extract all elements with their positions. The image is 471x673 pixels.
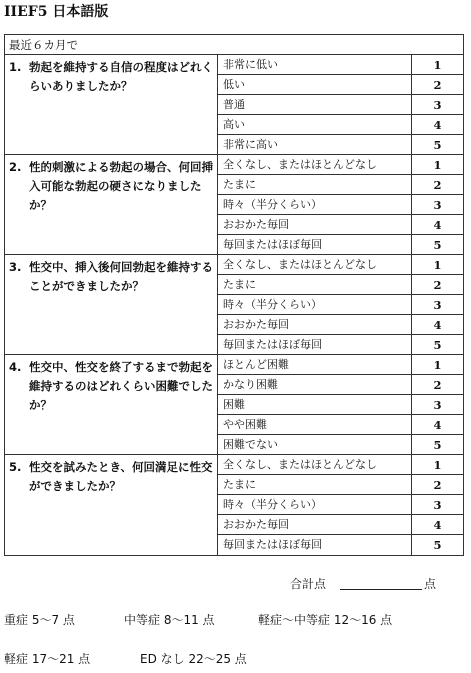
total-unit: 点 xyxy=(424,577,437,591)
option-label: 毎回またはほぼ毎回 xyxy=(218,235,412,255)
option-label: かなり困難 xyxy=(218,375,412,394)
option-label: 時々（半分くらい） xyxy=(218,495,412,514)
option-label: たまに xyxy=(218,275,412,294)
answer-option[interactable] xyxy=(218,315,463,335)
option-score: 4 xyxy=(433,518,442,532)
answer-option[interactable] xyxy=(218,375,463,395)
question-number: 5. xyxy=(9,460,22,474)
answer-option[interactable] xyxy=(218,175,463,195)
question-3 xyxy=(5,255,463,355)
question-4 xyxy=(5,355,463,455)
questionnaire-table xyxy=(4,34,464,556)
option-score: 4 xyxy=(433,318,442,332)
question-2 xyxy=(5,155,463,255)
answer-option[interactable] xyxy=(218,415,463,435)
option-label: 普通 xyxy=(218,95,412,114)
option-label: 時々（半分くらい） xyxy=(218,195,412,214)
option-label: 困難 xyxy=(218,395,412,414)
option-label: たまに xyxy=(218,175,412,194)
answer-option[interactable] xyxy=(218,195,463,215)
option-label: 毎回またはほぼ毎回 xyxy=(218,335,412,355)
option-score: 5 xyxy=(433,138,442,152)
answer-option[interactable] xyxy=(218,475,463,495)
answer-option[interactable] xyxy=(218,335,463,355)
total-score xyxy=(290,576,436,592)
option-label: たまに xyxy=(218,475,412,494)
option-score: 1 xyxy=(433,358,442,372)
total-score-blank[interactable] xyxy=(340,577,422,590)
period-header: 最近６カ月で xyxy=(5,35,463,55)
option-label: やや困難 xyxy=(218,415,412,434)
total-label: 合計点 xyxy=(290,577,327,591)
question-text xyxy=(5,255,218,354)
option-label: 低い xyxy=(218,75,412,94)
option-score: 4 xyxy=(433,118,442,132)
option-label: 時々（半分くらい） xyxy=(218,295,412,314)
question-text xyxy=(5,455,218,555)
option-label: ほとんど困難 xyxy=(218,355,412,374)
answer-option[interactable] xyxy=(218,395,463,415)
option-score: 5 xyxy=(433,238,442,252)
answer-option[interactable] xyxy=(218,215,463,235)
option-label: おおかた毎回 xyxy=(218,215,412,234)
question-body: 勃起を維持する自信の程度はどれくらいありましたか？ xyxy=(29,60,213,93)
option-label: 非常に低い xyxy=(218,55,412,74)
answer-options xyxy=(218,255,463,354)
severity-mild: 軽症 17〜21 点 xyxy=(4,652,91,666)
answer-option[interactable] xyxy=(218,255,463,275)
answer-options xyxy=(218,155,463,254)
option-score: 2 xyxy=(433,278,442,292)
option-label: 毎回またはほぼ毎回 xyxy=(218,535,412,555)
answer-option[interactable] xyxy=(218,535,463,555)
question-number: 3. xyxy=(9,260,22,274)
option-score: 2 xyxy=(433,478,442,492)
option-score: 2 xyxy=(433,378,442,392)
option-label: おおかた毎回 xyxy=(218,515,412,534)
answer-option[interactable] xyxy=(218,455,463,475)
severity-severe: 重症 5〜7 点 xyxy=(4,613,75,627)
answer-option[interactable] xyxy=(218,115,463,135)
question-number: 2. xyxy=(9,160,22,174)
question-text xyxy=(5,155,218,254)
option-score: 1 xyxy=(433,258,442,272)
answer-option[interactable] xyxy=(218,55,463,75)
option-label: 高い xyxy=(218,115,412,134)
question-text xyxy=(5,355,218,454)
answer-option[interactable] xyxy=(218,155,463,175)
question-body: 性的刺激による勃起の場合、何回挿入可能な勃起の硬さになりましたか？ xyxy=(29,160,213,212)
option-score: 4 xyxy=(433,218,442,232)
severity-moderate: 中等症 8〜11 点 xyxy=(124,613,215,627)
option-score: 2 xyxy=(433,178,442,192)
question-5 xyxy=(5,455,463,555)
question-body: 性交中、挿入後何回勃起を維持することができましたか？ xyxy=(29,260,213,293)
severity-none: ED なし 22〜25 点 xyxy=(140,652,247,666)
question-body: 性交を試みたとき、何回満足に性交ができましたか？ xyxy=(29,460,213,493)
option-score: 1 xyxy=(433,458,442,472)
answer-option[interactable] xyxy=(218,75,463,95)
answer-option[interactable] xyxy=(218,235,463,255)
option-score: 3 xyxy=(433,198,442,212)
question-text xyxy=(5,55,218,154)
option-label: おおかた毎回 xyxy=(218,315,412,334)
option-label: 全くなし、またはほとんどなし xyxy=(218,455,412,474)
question-number: 4. xyxy=(9,360,22,374)
option-score: 5 xyxy=(433,538,442,552)
answer-option[interactable] xyxy=(218,275,463,295)
question-number: 1. xyxy=(9,60,22,74)
option-score: 2 xyxy=(433,78,442,92)
option-label: 非常に高い xyxy=(218,135,412,155)
option-score: 3 xyxy=(433,398,442,412)
answer-options xyxy=(218,455,463,555)
document-title: IIEF5 日本語版 xyxy=(4,4,109,20)
option-score: 5 xyxy=(433,438,442,452)
answer-option[interactable] xyxy=(218,355,463,375)
option-score: 1 xyxy=(433,58,442,72)
answer-options xyxy=(218,355,463,454)
option-score: 1 xyxy=(433,158,442,172)
option-score: 3 xyxy=(433,498,442,512)
answer-option[interactable] xyxy=(218,435,463,455)
severity-mild-moderate: 軽症〜中等症 12〜16 点 xyxy=(258,613,393,627)
answer-option[interactable] xyxy=(218,135,463,155)
answer-option[interactable] xyxy=(218,295,463,315)
option-score: 5 xyxy=(433,338,442,352)
question-body: 性交中、性交を終了するまで勃起を維持するのはどれくらい困難でしたか？ xyxy=(29,360,213,412)
answer-option[interactable] xyxy=(218,95,463,115)
question-1 xyxy=(5,55,463,155)
option-label: 全くなし、またはほとんどなし xyxy=(218,155,412,174)
answer-option[interactable] xyxy=(218,495,463,515)
option-score: 3 xyxy=(433,98,442,112)
answer-options xyxy=(218,55,463,154)
answer-option[interactable] xyxy=(218,515,463,535)
option-label: 困難でない xyxy=(218,435,412,455)
option-score: 4 xyxy=(433,418,442,432)
option-label: 全くなし、またはほとんどなし xyxy=(218,255,412,274)
option-score: 3 xyxy=(433,298,442,312)
